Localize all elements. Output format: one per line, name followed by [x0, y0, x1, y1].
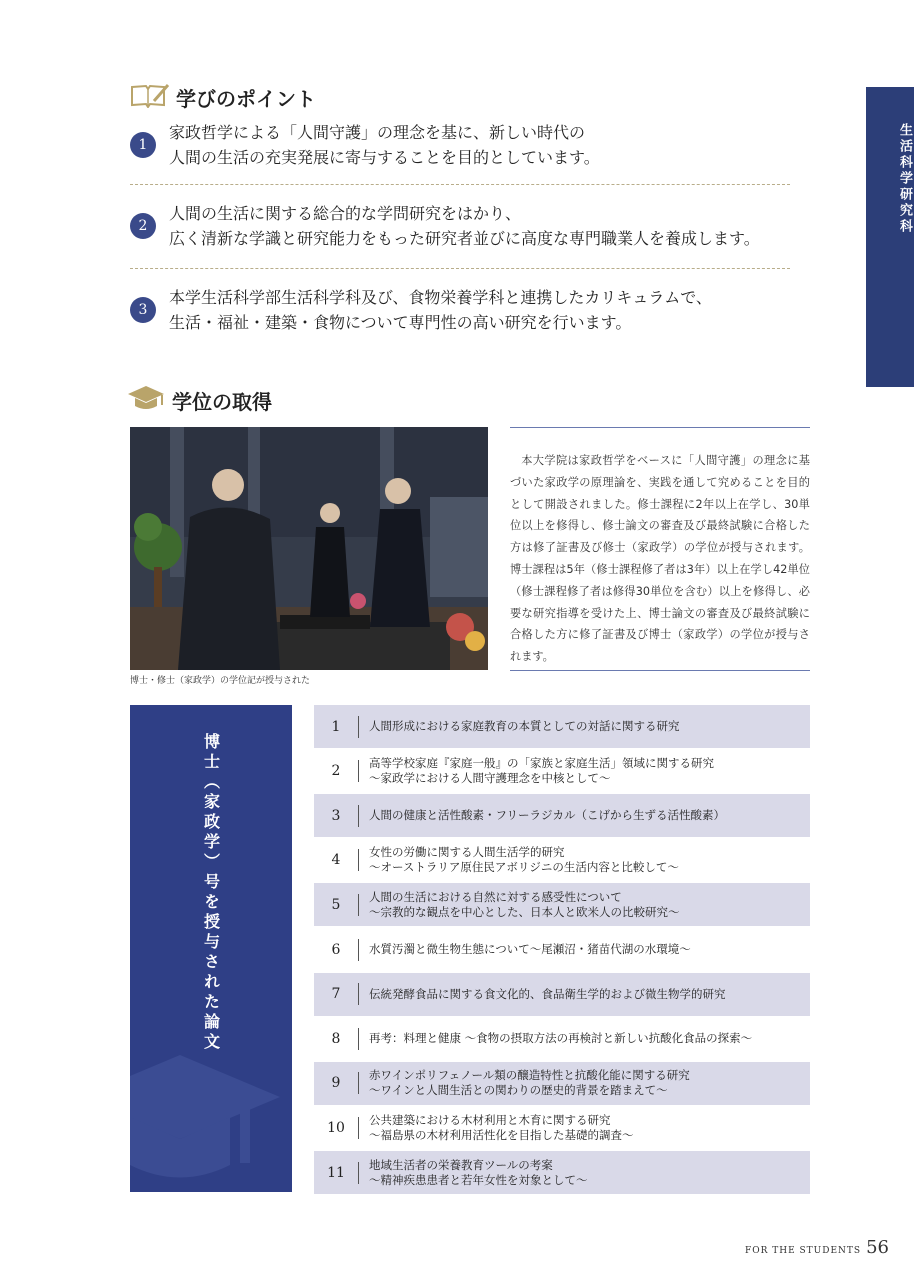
- thesis-row: [314, 1017, 810, 1060]
- point-line: 人間の生活の充実発展に寄与することを目的としています。: [169, 148, 600, 167]
- divider: [130, 184, 790, 185]
- thesis-text: [369, 845, 679, 875]
- divider: [130, 268, 790, 269]
- thesis-title: 人間の生活における自然に対する感受性について: [369, 889, 622, 904]
- point-line: 本学生活科学部生活科学科及び、食物栄養学科と連携したカリキュラムで、: [169, 288, 712, 307]
- thesis-number: 2: [331, 763, 341, 780]
- thesis-title: 赤ワインポリフェノール類の醸造特性と抗酸化能に関する研究: [369, 1068, 690, 1083]
- thesis-number: 1: [331, 718, 341, 735]
- thesis-number: 9: [331, 1075, 341, 1092]
- thesis-row: [314, 750, 810, 793]
- thesis-separator: [358, 716, 359, 738]
- thesis-row: [314, 705, 810, 748]
- thesis-separator: [358, 1162, 359, 1184]
- thesis-subtitle: ～家政学における人間守護理念を中核として～: [369, 771, 611, 786]
- thesis-number: 7: [331, 986, 341, 1003]
- point-line: 広く清新な学識と研究能力をもった研究者並びに高度な専門職業人を養成します。: [169, 229, 760, 248]
- thesis-number: 6: [331, 941, 341, 958]
- book-pen-icon: [130, 82, 170, 112]
- points-heading: [130, 82, 316, 112]
- thesis-subtitle: ～精神疾患患者と若年女性を対象として～: [369, 1172, 588, 1187]
- point-number: 1: [130, 132, 156, 158]
- degree-heading: [126, 383, 272, 417]
- thesis-row: [314, 1106, 810, 1149]
- thesis-text: [369, 987, 726, 1002]
- theses-title: 博士（家政学）号を授与された論文: [201, 733, 221, 1053]
- point-item-1: [130, 120, 810, 170]
- thesis-text: [369, 890, 680, 920]
- thesis-text: [369, 942, 691, 957]
- footer-label: FOR THE STUDENTS: [744, 1246, 862, 1256]
- thesis-text: [369, 808, 725, 823]
- page-number: 56: [866, 1237, 889, 1258]
- point-item-3: [130, 285, 810, 335]
- points-title: 学びのポイント: [176, 86, 316, 111]
- thesis-title: 伝統発酵食品に関する食文化的、食品衛生学的および微生物学的研究: [369, 986, 726, 1001]
- thesis-number: 5: [331, 896, 341, 913]
- thesis-row: [314, 928, 810, 971]
- divider: [510, 670, 810, 671]
- thesis-row: [314, 839, 810, 882]
- point-line: 人間の生活に関する総合的な学問研究をはかり、: [169, 204, 522, 223]
- side-tab-label: 生活科学研究科: [897, 123, 912, 235]
- thesis-title: 高等学校家庭『家庭一般』の「家族と家庭生活」領域に関する研究: [369, 756, 714, 771]
- thesis-title: 人間形成における家庭教育の本質としての対話に関する研究: [369, 719, 680, 733]
- thesis-row: [314, 883, 810, 926]
- thesis-title: 地域生活者の栄養教育ツールの考案: [369, 1157, 553, 1172]
- thesis-number: 3: [331, 807, 341, 824]
- thesis-number: 10: [327, 1119, 345, 1136]
- theses-title-panel: [130, 705, 292, 1192]
- point-line: 生活・福祉・建築・食物について専門性の高い研究を行います。: [169, 313, 632, 332]
- thesis-number: 8: [331, 1030, 341, 1047]
- thesis-subtitle: ～宗教的な観点を中心とした、日本人と欧米人の比較研究～: [369, 904, 680, 919]
- thesis-separator: [358, 939, 359, 961]
- thesis-row: [314, 794, 810, 837]
- thesis-row: [314, 973, 810, 1016]
- thesis-separator: [358, 1117, 359, 1139]
- thesis-row: [314, 1151, 810, 1194]
- degree-title: 学位の取得: [172, 389, 272, 414]
- thesis-title: 人間の健康と活性酸素・フリーラジカル（こげから生ずる活性酸素）: [369, 808, 726, 823]
- thesis-number: 11: [327, 1164, 345, 1181]
- thesis-number: 4: [331, 852, 341, 869]
- divider: [510, 427, 810, 428]
- thesis-text: [369, 1113, 634, 1143]
- thesis-separator: [358, 760, 359, 782]
- thesis-separator: [358, 1028, 359, 1050]
- point-number: 3: [130, 297, 156, 323]
- thesis-title: 女性の労働に関する人間生活学的研究: [369, 845, 565, 860]
- thesis-separator: [358, 805, 359, 827]
- thesis-subtitle: ～福島県の木材利用活性化を目指した基礎的調査～: [369, 1127, 634, 1142]
- thesis-text: [369, 1068, 690, 1098]
- thesis-text: [369, 756, 714, 786]
- degree-description: 本大学院は家政哲学をベースに「人間守護」の理念に基づいた家政学の原理論を、実践を通して究めることを目的として開設されました。修士課程に2年以上在学し、30単位以上を修得し、修士論文の審査及び最終試験に合格した方は修了証書及び修士（家政学）の学位が授与されます。博士課程は5年（修士課程修了者は3年）以上在学し42単位（修士課程修了者は修得30単位を含む）以上を修得し、必要な研究指導を受けた上、博士論文の審査及び最終試験に合格した方に修了証書及び博士（家政学）の学位が授与されます。: [510, 454, 810, 664]
- photo-caption: 博士・修士（家政学）の学位記が授与された: [130, 676, 311, 686]
- ceremony-photo: [130, 427, 488, 670]
- page-footer: [745, 1237, 889, 1258]
- point-item-2: [130, 201, 810, 251]
- thesis-subtitle: ～ワインと人間生活との関わりの歴史的背景を踏まえて～: [369, 1083, 668, 1098]
- thesis-text: [369, 1158, 588, 1188]
- thesis-text: [369, 719, 680, 734]
- thesis-title: 公共建築における木材利用と木育に関する研究: [369, 1112, 611, 1127]
- thesis-text: [369, 1031, 752, 1046]
- thesis-title: 再考：料理と健康 ～食物の摂取方法の再検討と新しい抗酸化食品の探索～: [369, 1031, 753, 1046]
- point-line: 家政哲学による「人間守護」の理念を基に、新しい時代の: [169, 123, 586, 142]
- thesis-subtitle: ～オーストラリア原住民アボリジニの生活内容と比較して～: [369, 860, 679, 875]
- graduation-cap-icon: [130, 1035, 292, 1192]
- thesis-title: 水質汚濁と微生物生態について～尾瀬沼・猪苗代湖の水環境～: [369, 942, 691, 956]
- thesis-separator: [358, 983, 359, 1005]
- point-number: 2: [130, 213, 156, 239]
- graduation-cap-icon: [126, 383, 166, 417]
- thesis-separator: [358, 894, 359, 916]
- thesis-separator: [358, 849, 359, 871]
- thesis-row: [314, 1062, 810, 1105]
- side-tab: [866, 87, 914, 387]
- thesis-separator: [358, 1072, 359, 1094]
